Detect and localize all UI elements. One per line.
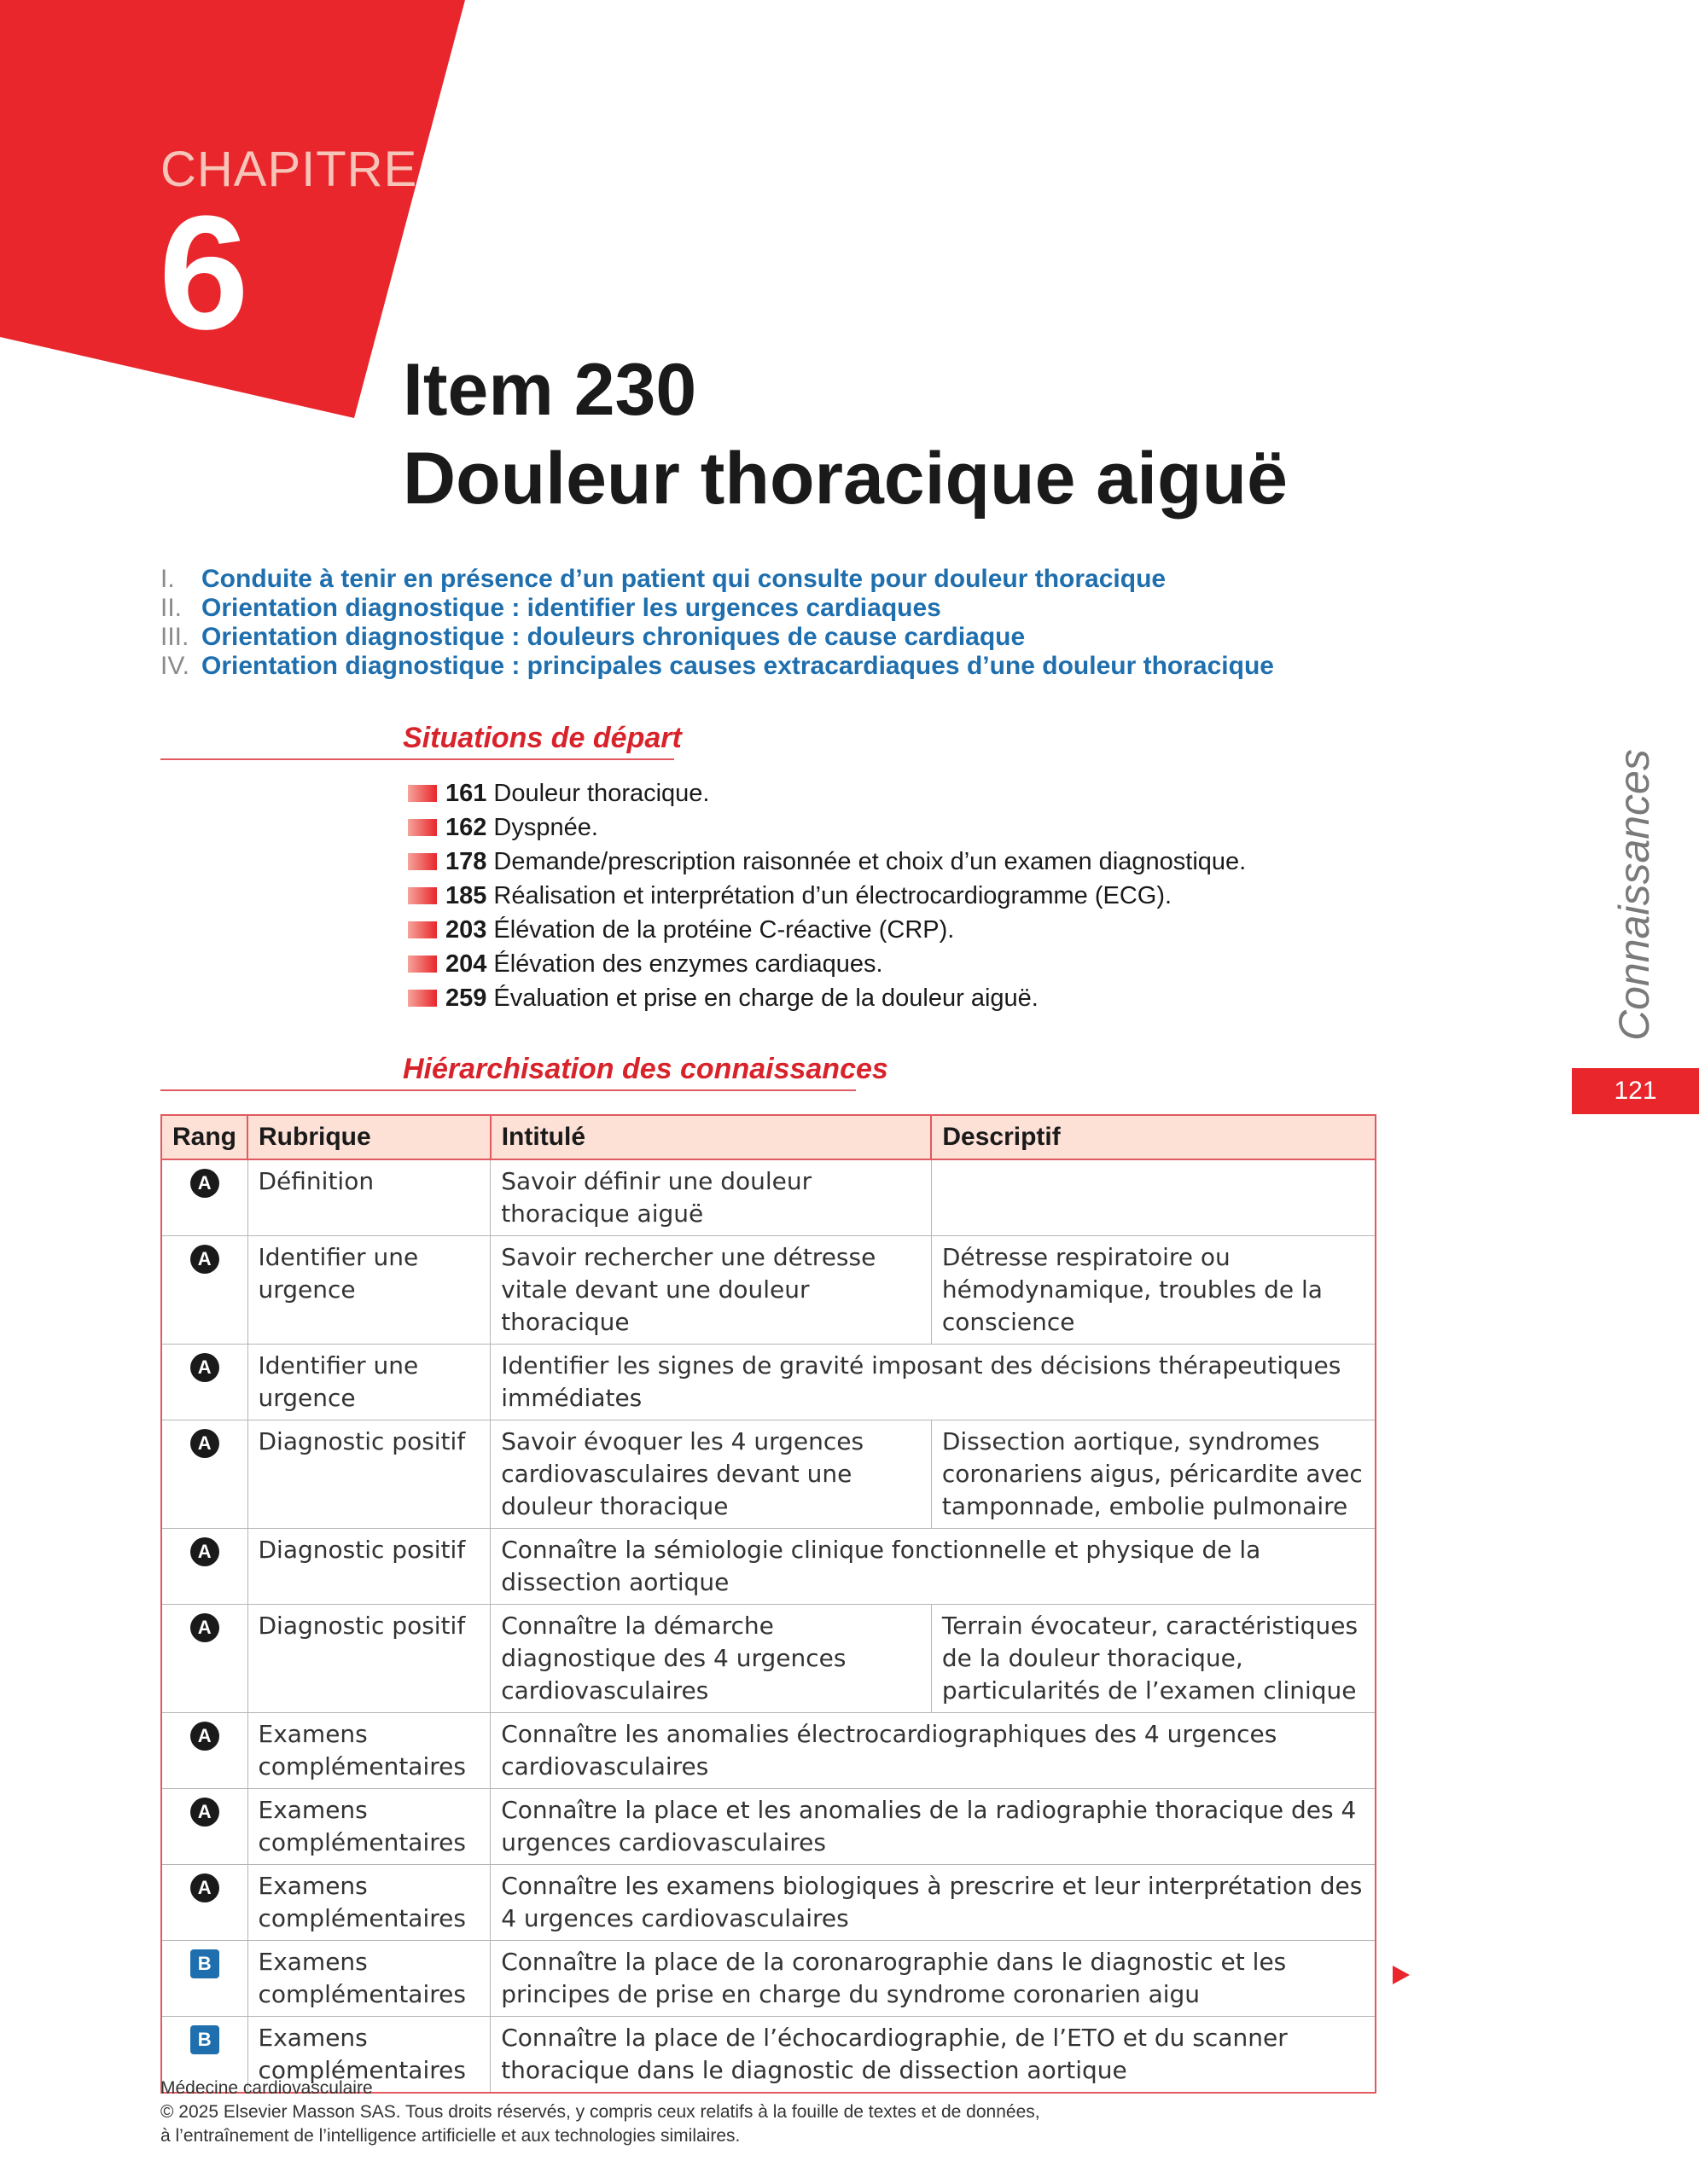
rank-a-icon: A <box>190 1245 219 1274</box>
column-header-rubrique: Rubrique <box>247 1115 491 1159</box>
intitule-cell: Identifier les signes de gravité imposant des décisions thérapeutiques immédiates <box>491 1345 1376 1420</box>
intitule-cell: Connaître la démarche diagnostique des 4 urgences cardiovasculaires <box>491 1605 932 1713</box>
situation-item <box>408 947 1246 981</box>
situation-number: 185 <box>445 881 487 909</box>
situation-bullet-icon <box>408 887 437 904</box>
footer-book-title: Médecine cardiovasculaire <box>160 2078 373 2098</box>
situation-number: 204 <box>445 950 487 978</box>
situation-text: Élévation des enzymes cardiaques. <box>493 950 883 978</box>
table-row <box>161 1713 1376 1789</box>
rubrique-cell: Examens complémentaires <box>247 1713 491 1789</box>
hierarchy-heading: Hiérarchisation des connaissances <box>403 1053 888 1085</box>
rank-a-icon: A <box>190 1169 219 1198</box>
toc-item[interactable] <box>160 652 1274 681</box>
rank-b-icon: B <box>190 1949 219 1978</box>
toc-item-link[interactable]: Conduite à tenir en présence d’un patient qui consulte pour douleur thoracique <box>201 565 1167 593</box>
rubrique-cell: Examens complémentaires <box>247 1789 491 1865</box>
title-line-1: Item 230 <box>403 349 697 431</box>
rank-b-icon: B <box>190 2025 219 2054</box>
column-header-descriptif: Descriptif <box>931 1115 1376 1159</box>
situations-heading: Situations de départ <box>403 722 682 754</box>
situation-item <box>408 810 1246 845</box>
table-row <box>161 1789 1376 1865</box>
intitule-cell: Savoir rechercher une détresse vitale devant une douleur thoracique <box>491 1236 932 1345</box>
toc-item[interactable] <box>160 623 1274 652</box>
descriptif-cell: Terrain évocateur, caractéristiques de la douleur thoracique, particularités de l’examen clinique <box>931 1605 1376 1713</box>
rank-cell <box>161 1713 247 1789</box>
footer-copyright: © 2025 Elsevier Masson SAS. Tous droits réservés, y compris ceux relatifs à la fouille de textes et de données, <box>160 2102 1040 2122</box>
situation-text: Évaluation et prise en charge de la douleur aiguë. <box>493 984 1039 1012</box>
toc-item-link[interactable]: Orientation diagnostique : douleurs chroniques de cause cardiaque <box>201 623 1026 651</box>
situation-text: Élévation de la protéine C-réactive (CRP). <box>493 915 955 944</box>
table-row <box>161 1420 1376 1529</box>
table-of-contents <box>160 565 1274 681</box>
situation-number: 162 <box>445 813 487 841</box>
rank-cell <box>161 1345 247 1420</box>
situation-number: 178 <box>445 847 487 875</box>
intitule-cell: Connaître la sémiologie clinique fonctionnelle et physique de la dissection aortique <box>491 1529 1376 1605</box>
situation-bullet-icon <box>408 819 437 836</box>
situation-text: Demande/prescription raisonnée et choix d’un examen diagnostique. <box>493 847 1247 875</box>
table-row <box>161 1159 1376 1236</box>
rank-cell <box>161 1420 247 1529</box>
toc-item-link[interactable]: Orientation diagnostique : principales causes extracardiaques d’une douleur thoracique <box>201 652 1274 680</box>
descriptif-cell <box>931 1159 1376 1236</box>
rank-cell <box>161 1236 247 1345</box>
rubrique-cell: Examens complémentaires <box>247 1941 491 2017</box>
situation-bullet-icon <box>408 921 437 938</box>
table-header-row <box>161 1115 1376 1159</box>
toc-item[interactable] <box>160 594 1274 623</box>
rank-a-icon: A <box>190 1798 219 1827</box>
rank-cell <box>161 1529 247 1605</box>
rank-a-icon: A <box>190 1873 219 1902</box>
continue-arrow-icon <box>1393 1966 1410 1984</box>
rank-cell <box>161 1605 247 1713</box>
rubrique-cell: Diagnostic positif <box>247 1420 491 1529</box>
rubrique-cell: Diagnostic positif <box>247 1605 491 1713</box>
situation-text: Dyspnée. <box>493 813 598 841</box>
section-side-label: Connaissances <box>1610 749 1658 1041</box>
situation-item <box>408 981 1246 1015</box>
column-header-rang: Rang <box>161 1115 247 1159</box>
intitule-cell: Connaître la place de la coronarographie dans le diagnostic et les principes de prise en charge du syndrome coronarien aigu <box>491 1941 1376 2017</box>
toc-item-link[interactable]: Orientation diagnostique : identifier les urgences cardiaques <box>201 594 941 622</box>
rank-cell <box>161 1159 247 1236</box>
toc-item-number: I. <box>160 565 175 593</box>
title-line-2: Douleur thoracique aiguë <box>403 438 1288 520</box>
page-footer <box>160 2077 1040 2148</box>
toc-item-number: IV. <box>160 652 189 680</box>
rank-a-icon: A <box>190 1537 219 1566</box>
rubrique-cell: Définition <box>247 1159 491 1236</box>
rubrique-cell: Identifier une urgence <box>247 1345 491 1420</box>
situations-heading-rule <box>160 758 674 760</box>
intitule-cell: Savoir évoquer les 4 urgences cardiovasculaires devant une douleur thoracique <box>491 1420 932 1529</box>
situation-number: 161 <box>445 779 487 807</box>
situation-bullet-icon <box>408 785 437 802</box>
situation-text: Réalisation et interprétation d’un électrocardiogramme (ECG). <box>493 881 1172 909</box>
rank-a-icon: A <box>190 1722 219 1751</box>
rubrique-cell: Diagnostic positif <box>247 1529 491 1605</box>
chapter-label: CHAPITRE <box>160 142 418 197</box>
hierarchy-heading-rule <box>160 1089 856 1091</box>
situation-bullet-icon <box>408 853 437 870</box>
rubrique-cell: Identifier une urgence <box>247 1236 491 1345</box>
intitule-cell: Connaître les examens biologiques à prescrire et leur interprétation des 4 urgences cardiovasculaires <box>491 1865 1376 1941</box>
table-row <box>161 1605 1376 1713</box>
chapter-number: 6 <box>159 183 249 363</box>
situations-list <box>408 776 1246 1015</box>
rubrique-cell: Examens complémentaires <box>247 1865 491 1941</box>
toc-item-number: II. <box>160 594 183 622</box>
knowledge-table <box>160 1114 1376 2094</box>
situation-item <box>408 845 1246 879</box>
situation-text: Douleur thoracique. <box>493 779 710 807</box>
table-row <box>161 1865 1376 1941</box>
table-row <box>161 1236 1376 1345</box>
intitule-cell: Connaître la place de l’échocardiographie, de l’ETO et du scanner thoracique dans le diagnostic de dissection aortique <box>491 2017 1376 2094</box>
rank-cell <box>161 1865 247 1941</box>
situation-bullet-icon <box>408 956 437 973</box>
rank-cell <box>161 1941 247 2017</box>
situation-item <box>408 879 1246 913</box>
intitule-cell: Connaître les anomalies électrocardiographiques des 4 urgences cardiovasculaires <box>491 1713 1376 1789</box>
situation-item <box>408 913 1246 947</box>
rank-a-icon: A <box>190 1429 219 1458</box>
toc-item-number: III. <box>160 623 189 651</box>
situation-bullet-icon <box>408 990 437 1007</box>
table-row <box>161 1345 1376 1420</box>
descriptif-cell: Dissection aortique, syndromes coronariens aigus, péricardite avec tamponnade, embolie pulmonaire <box>931 1420 1376 1529</box>
footer-copyright-cont: à l’entraînement de l’intelligence artificielle et aux technologies similaires. <box>160 2126 741 2146</box>
situation-item <box>408 776 1246 810</box>
descriptif-cell: Détresse respiratoire ou hémodynamique, troubles de la conscience <box>931 1236 1376 1345</box>
page-title <box>403 346 1288 523</box>
toc-item[interactable] <box>160 565 1274 594</box>
intitule-cell: Connaître la place et les anomalies de la radiographie thoracique des 4 urgences cardiovasculaires <box>491 1789 1376 1865</box>
situation-number: 259 <box>445 984 487 1012</box>
situation-number: 203 <box>445 915 487 944</box>
column-header-intitule: Intitulé <box>491 1115 932 1159</box>
intitule-cell: Savoir définir une douleur thoracique aiguë <box>491 1159 932 1236</box>
table-row <box>161 1529 1376 1605</box>
table-row <box>161 1941 1376 2017</box>
page-number-tab: 121 <box>1572 1068 1699 1114</box>
rank-cell <box>161 1789 247 1865</box>
rank-a-icon: A <box>190 1353 219 1382</box>
rank-a-icon: A <box>190 1613 219 1642</box>
rubrique-cell: Examens complémentaires <box>247 2017 491 2094</box>
